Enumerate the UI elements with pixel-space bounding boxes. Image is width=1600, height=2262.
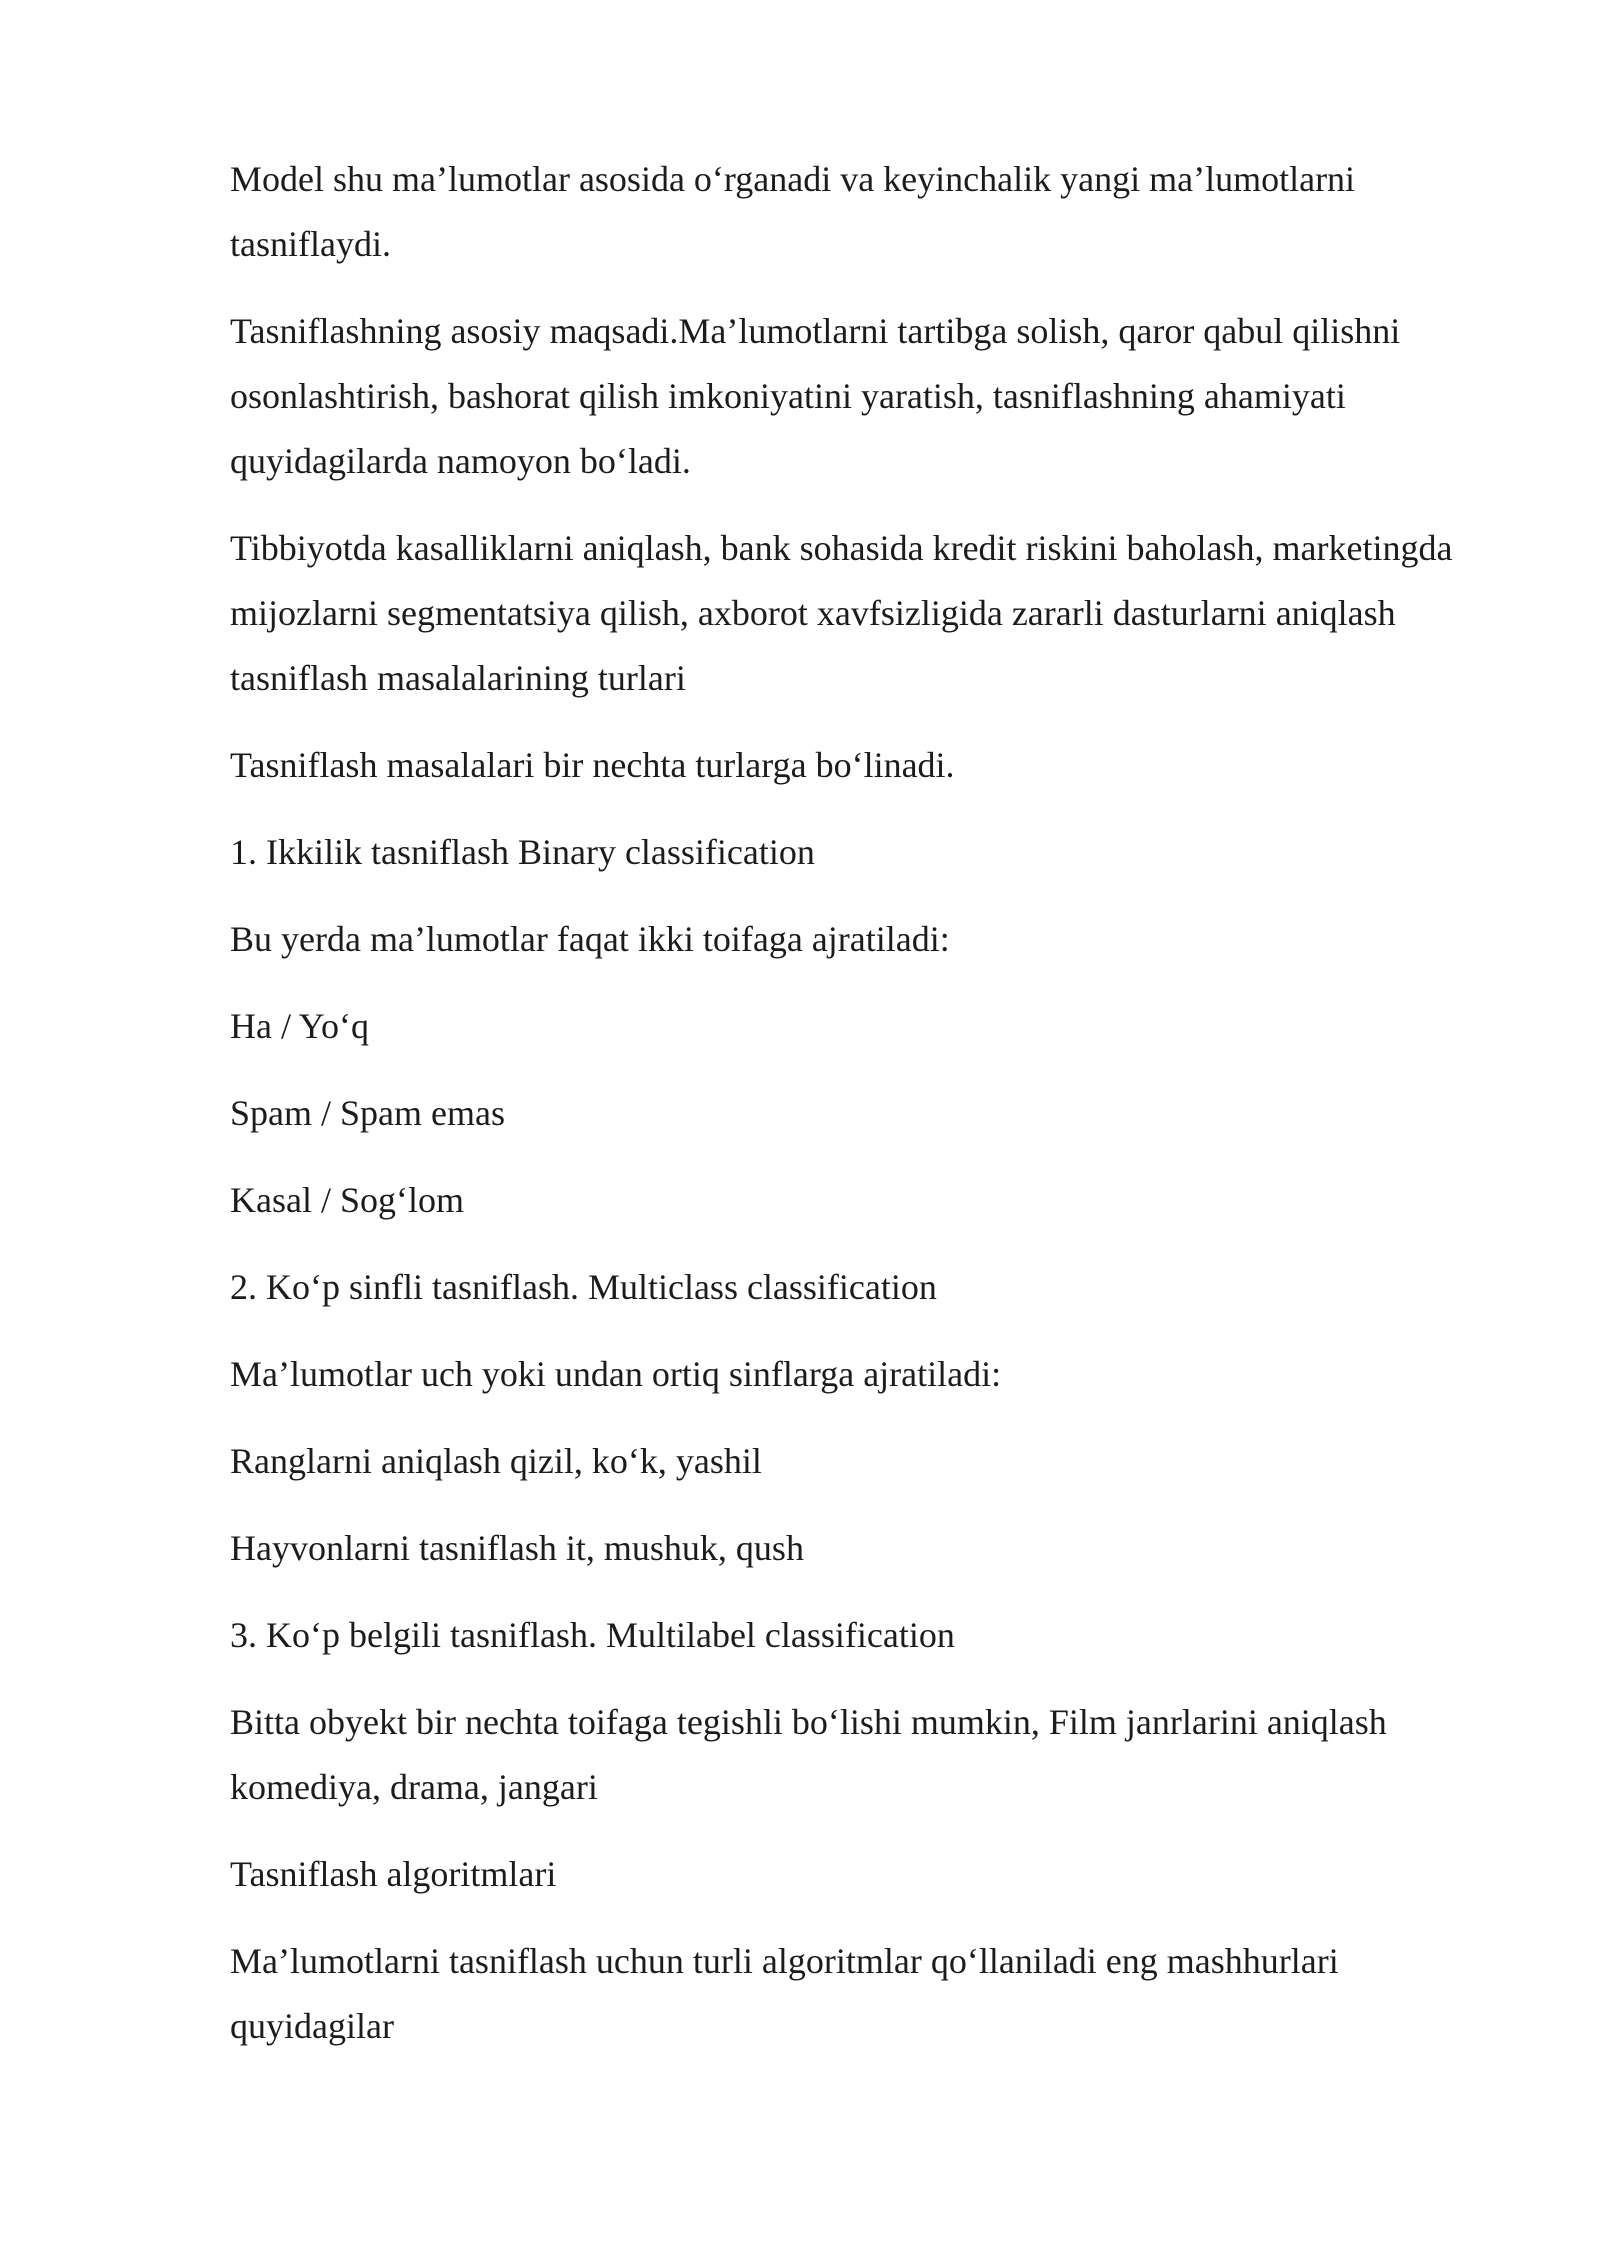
example-colors: Ranglarni aniqlash qizil, ko‘k, yashil — [230, 1441, 762, 1481]
example-sick-healthy: Kasal / Sog‘lom — [230, 1180, 464, 1220]
paragraph-algorithms-intro: Ma’lumotlarni tasniflash uchun turli algoritmlar qo‘llaniladi eng mashhurlari quyidagilar — [230, 1941, 1339, 2046]
heading-multilabel-classification: 3. Ko‘p belgili tasniflash. Multilabel classification — [230, 1615, 955, 1655]
heading-binary-classification: 1. Ikkilik tasniflash Binary classification — [230, 832, 815, 872]
paragraph-types-intro: Tasniflash masalalari bir nechta turlarga bo‘linadi. — [230, 745, 955, 785]
paragraph-main-purpose: Tasniflashning asosiy maqsadi.Ma’lumotlarni tartibga solish, qaror qabul qilishni osonlashtirish, bashorat qilish imkoniyatini yaratish, tasniflashning ahamiyati quyidagilarda namoyon bo‘ladi. — [230, 311, 1401, 481]
paragraph-binary-desc: Bu yerda ma’lumotlar faqat ikki toifaga ajratiladi: — [230, 919, 950, 959]
paragraph-applications: Tibbiyotda kasalliklarni aniqlash, bank sohasida kredit riskini baholash, marketingda mijozlarni segmentatsiya qilish, axborot xavfsizligida zararli dasturlarni aniqlash tasniflash masalalarining turlari — [230, 528, 1453, 698]
paragraph-multiclass-desc: Ma’lumotlar uch yoki undan ortiq sinflarga ajratiladi: — [230, 1354, 1002, 1394]
example-spam: Spam / Spam emas — [230, 1093, 505, 1133]
paragraph-multilabel-desc: Bitta obyekt bir nechta toifaga tegishli bo‘lishi mumkin, Film janrlarini aniqlash komediya, drama, jangari — [230, 1702, 1387, 1807]
heading-multiclass-classification: 2. Ko‘p sinfli tasniflash. Multiclass classification — [230, 1267, 937, 1307]
document-body — [230, 147, 1480, 2081]
example-yes-no: Ha / Yo‘q — [230, 1006, 370, 1046]
heading-algorithms: Tasniflash algoritmlari — [230, 1854, 557, 1894]
paragraph-model-intro: Model shu ma’lumotlar asosida o‘rganadi va keyinchalik yangi ma’lumotlarni tasniflaydi. — [230, 159, 1356, 264]
example-animals: Hayvonlarni tasniflash it, mushuk, qush — [230, 1528, 804, 1568]
